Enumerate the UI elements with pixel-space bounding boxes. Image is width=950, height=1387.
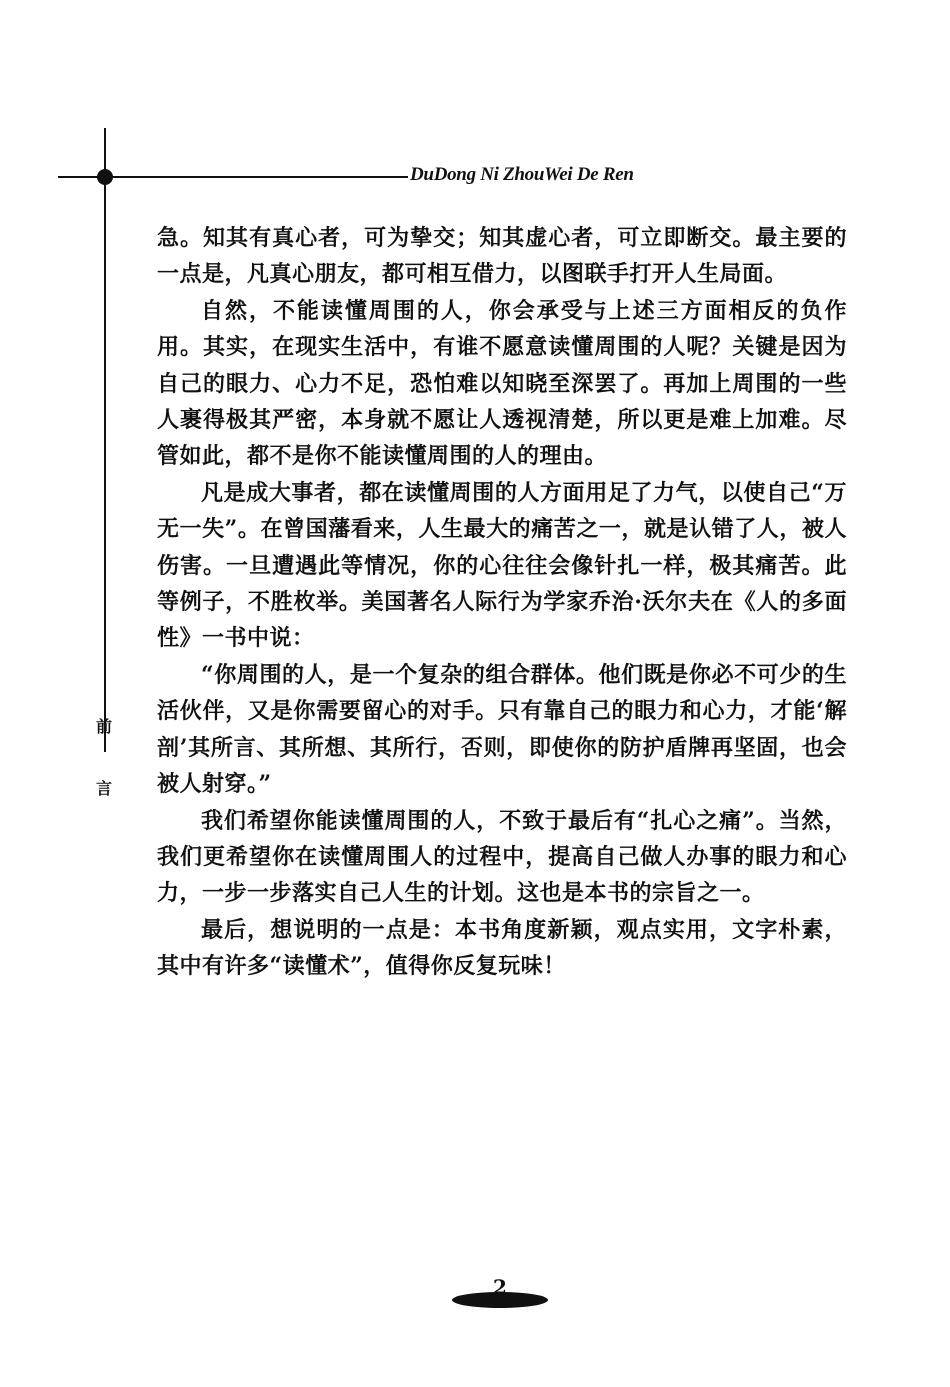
side-label-yan: 言 xyxy=(95,779,112,798)
paragraph: 急。知其有真心者，可为挚交；知其虚心者，可立即断交。最主要的一点是，凡真心朋友，都可相互借力，以图联手打开人生局面。 xyxy=(157,225,847,288)
quote-paragraph: “你周围的人，是一个复杂的组合群体。他们既是你必不可少的生活伙伴，又是你需要留心的对手。只有靠自己的眼力和心力，才能‘解剖’其所言、其所想、其所行，否则，即使你的防护盾牌再坚固，也会被人射穿。” xyxy=(157,661,847,798)
page-number-ornament xyxy=(452,1275,548,1311)
paragraph: 我们希望你能读懂周围的人，不致于最后有“扎心之痛”。当然，我们更希望你在读懂周围人的过程中，提高自己做人办事的眼力和心力，一步一步落实自己人生的计划。这也是本书的宗旨之一。 xyxy=(157,807,847,907)
page-number: 2 xyxy=(493,1275,507,1299)
side-label-qian: 前 xyxy=(95,717,112,736)
paragraph: 最后，想说明的一点是：本书角度新颖，观点实用，文字朴素，其中有许多“读懂术”，值得你反复玩味！ xyxy=(157,916,847,980)
margin-vertical-rule xyxy=(104,128,106,752)
header-rule-dot xyxy=(97,169,113,185)
paragraph: 自然，不能读懂周围的人，你会承受与上述三方面相反的负作用。其实，在现实生活中，有谁不愿意读懂周围的人呢？关键是因为自己的眼力、心力不足，恐怕难以知晓至深罢了。再加上周围的一些人裹得极其严密，本身就不愿让人透视清楚，所以更是难上加难。尽管如此，都不是你不能读懂周围的人的理由。 xyxy=(157,297,847,470)
paragraph: 凡是成大事者，都在读懂周围的人方面用足了力气，以使自己“万无一失”。在曾国藩看来，人生最大的痛苦之一，就是认错了人，被人伤害。一旦遭遇此等情况，你的心往往会像针扎一样，极其痛苦。此等例子，不胜枚举。美国著名人际行为学家乔治·沃尔夫在《人的多面性》一书中说： xyxy=(157,479,847,652)
body-text xyxy=(157,220,847,985)
running-head: DuDong Ni ZhouWei De Ren xyxy=(410,164,634,185)
